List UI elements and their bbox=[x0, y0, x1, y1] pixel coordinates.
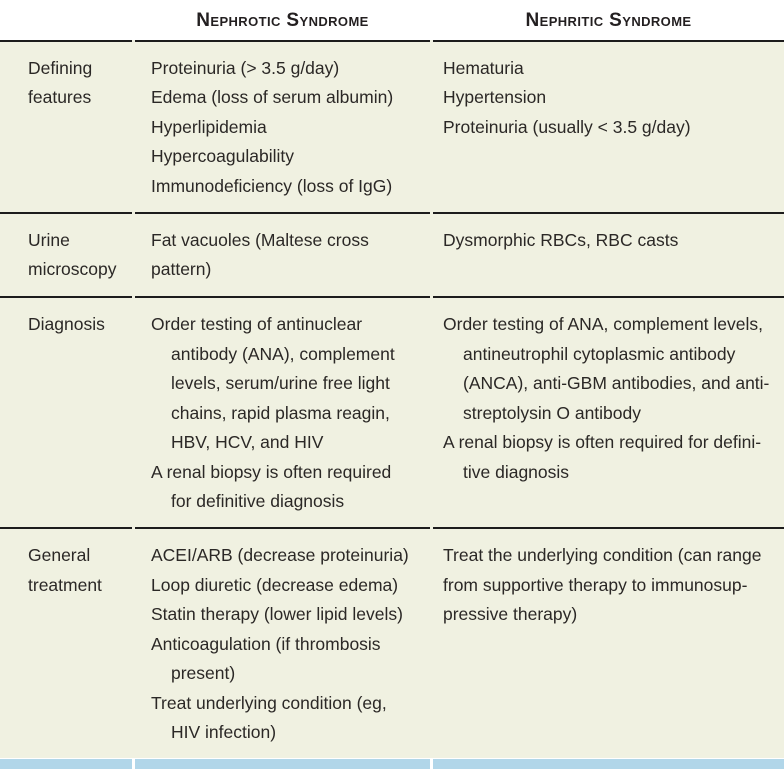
cell-line: Dysmorphic RBCs, RBC casts bbox=[443, 229, 679, 250]
cell-line: ACEI/ARB (decrease proteinuria) bbox=[151, 545, 409, 566]
row-label-line: microscopy bbox=[28, 259, 117, 280]
table-header-row bbox=[0, 0, 784, 40]
column-header-nephrotic: Nephrotic Syndrome bbox=[196, 9, 369, 31]
cell-line: pattern) bbox=[151, 259, 212, 280]
table-row-defining-features bbox=[0, 40, 784, 212]
accent-bar-segment bbox=[0, 759, 132, 769]
row-label-line: treatment bbox=[28, 574, 102, 595]
cell-line: Hypertension bbox=[443, 87, 547, 108]
row-label-defining-features bbox=[0, 40, 132, 212]
cell-line: antibody (ANA), complement bbox=[171, 343, 395, 364]
cell-line: from supportive therapy to immunosup- bbox=[443, 574, 748, 595]
bottom-accent-bar bbox=[0, 759, 784, 769]
accent-bar-segment bbox=[135, 759, 430, 769]
cell-line: HIV infection) bbox=[171, 722, 277, 743]
nephritic-cell-general-treatment bbox=[433, 527, 784, 758]
cell-line: chains, rapid plasma reagin, bbox=[171, 402, 390, 423]
cell-line: Anticoagulation (if thrombosis bbox=[151, 633, 381, 654]
cell-line: Proteinuria (usually < 3.5 g/day) bbox=[443, 116, 691, 137]
cell-line: Hypercoagulability bbox=[151, 146, 294, 167]
cell-line: Statin therapy (lower lipid levels) bbox=[151, 604, 403, 625]
cell-line: Treat the underlying condition (can range bbox=[443, 545, 762, 566]
nephritic-cell-diagnosis bbox=[433, 296, 784, 527]
row-label-diagnosis bbox=[0, 296, 132, 527]
cell-line: A renal biopsy is often required bbox=[151, 461, 392, 482]
table-row-general-treatment bbox=[0, 527, 784, 758]
row-label-line: features bbox=[28, 87, 92, 108]
row-label-general-treatment bbox=[0, 527, 132, 758]
cell-line: Fat vacuoles (Maltese cross bbox=[151, 229, 369, 250]
cell-line: (ANCA), anti-GBM antibodies, and anti- bbox=[463, 373, 770, 394]
accent-bar-segment bbox=[433, 759, 784, 769]
nephrotic-cell-diagnosis bbox=[135, 296, 430, 527]
nephrotic-cell-urine-microscopy bbox=[135, 212, 430, 296]
cell-line: Immunodeficiency (loss of IgG) bbox=[151, 175, 393, 196]
cell-line: Order testing of antinuclear bbox=[151, 314, 363, 335]
row-label-line: Urine bbox=[28, 229, 70, 250]
cell-line: levels, serum/urine free light bbox=[171, 373, 390, 394]
row-label-line: Diagnosis bbox=[28, 314, 105, 335]
table-row-diagnosis bbox=[0, 296, 784, 527]
cell-line: streptolysin O antibody bbox=[463, 402, 642, 423]
cell-line: antineutrophil cytoplasmic antibody bbox=[463, 343, 736, 364]
cell-line: Hematuria bbox=[443, 57, 524, 78]
table-row-urine-microscopy bbox=[0, 212, 784, 296]
nephritic-cell-defining-features bbox=[433, 40, 784, 212]
cell-line: pressive therapy) bbox=[443, 604, 578, 625]
cell-line: present) bbox=[171, 663, 236, 684]
cell-line: Edema (loss of serum albumin) bbox=[151, 87, 394, 108]
column-header-nephritic: Nephritic Syndrome bbox=[525, 9, 692, 31]
cell-line: tive diagnosis bbox=[463, 461, 570, 482]
cell-line: HBV, HCV, and HIV bbox=[171, 432, 324, 453]
cell-line: for definitive diagnosis bbox=[171, 491, 345, 512]
row-label-line: Defining bbox=[28, 57, 93, 78]
row-label-line: General bbox=[28, 545, 91, 566]
row-label-urine-microscopy bbox=[0, 212, 132, 296]
nephrotic-cell-defining-features bbox=[135, 40, 430, 212]
nephritic-cell-urine-microscopy bbox=[433, 212, 784, 296]
cell-line: Proteinuria (> 3.5 g/day) bbox=[151, 57, 340, 78]
cell-line: Loop diuretic (decrease edema) bbox=[151, 574, 399, 595]
cell-line: A renal biopsy is often required for defini- bbox=[443, 432, 762, 453]
nephrotic-cell-general-treatment bbox=[135, 527, 430, 758]
cell-line: Hyperlipidemia bbox=[151, 116, 267, 137]
cell-line: Treat underlying condition (eg, bbox=[151, 692, 387, 713]
cell-line: Order testing of ANA, complement levels, bbox=[443, 314, 763, 335]
